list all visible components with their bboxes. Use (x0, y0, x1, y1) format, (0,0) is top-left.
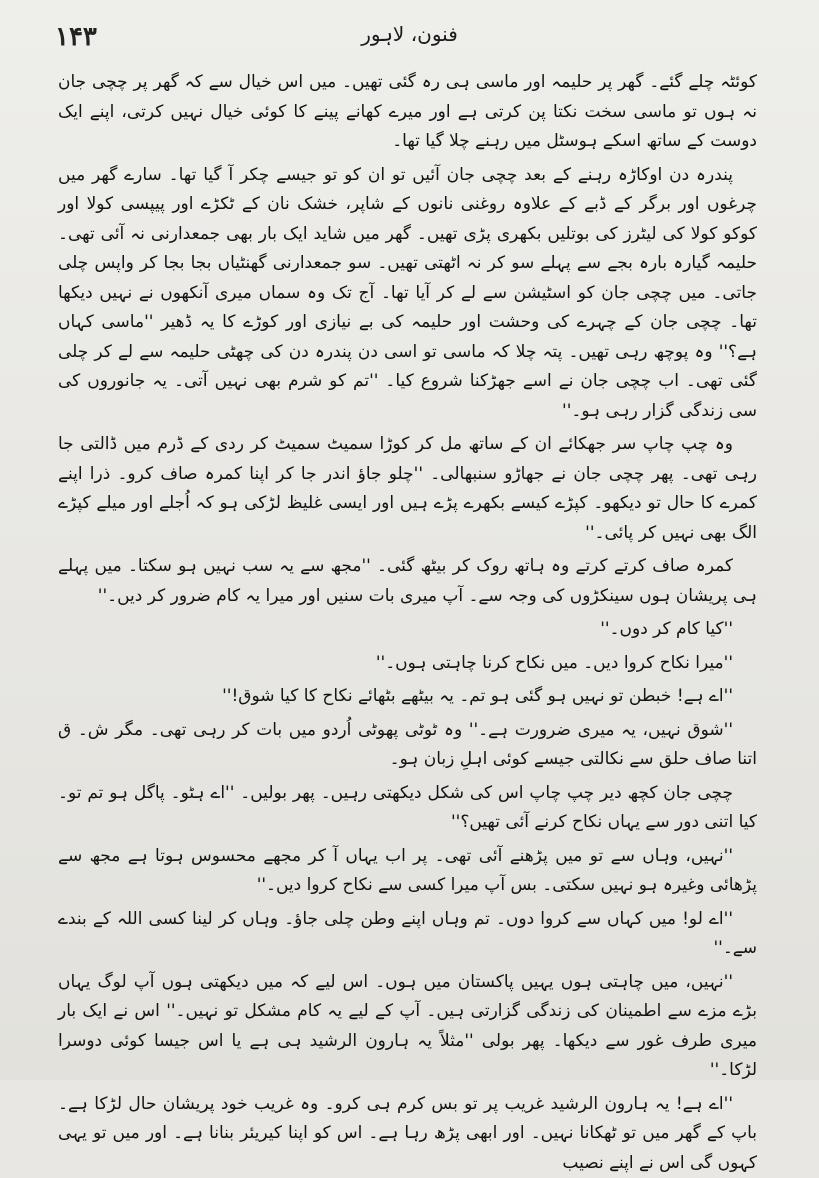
paragraph: ''شوق نہیں، یہ میری ضرورت ہے۔'' وہ ٹوٹی پھوٹی اُردو میں بات کر رہی تھی۔ مگر ش۔ ق اتنا صاف حلق سے نکالتی جیسے کوئی اہلِ زبان ہو۔ (58, 716, 757, 775)
paragraph: کوئٹہ چلے گئے۔ گھر پر حلیمہ اور ماسی ہی رہ گئی تھیں۔ میں اس خیال سے کہ گھر پر چچی جان نہ ہوں تو ماسی سخت نکتا پن کرتی ہے اور میرے کھانے پینے کا کوئی خیال نہیں کرتی، اپنے ایک دوست کے ساتھ اسکے ہوسٹل میں رہنے چلا گیا تھا۔ (58, 68, 757, 157)
paragraph: ''نہیں، وہاں سے تو میں پڑھنے آئی تھی۔ پر اب یہاں آ کر مجھے محسوس ہوتا ہے مجھ سے پڑھائی وغیرہ ہو نہیں سکتی۔ بس آپ میرا کسی سے نکاح کروا دیں۔'' (58, 842, 757, 901)
paragraph: پندرہ دن اوکاڑہ رہنے کے بعد چچی جان آئیں تو ان کو تو جیسے چکر آ گیا تھا۔ سارے گھر میں چرغوں اور برگر کے ڈبے کے علاوہ روغنی نانوں کے شاپر، خشک نان کے ٹکڑے اور پیپسی کولا اور کوکو کولا کی لیٹرز کی بوتلیں بکھری پڑی تھیں۔ گھر میں شاید ایک بار بھی جمعدارنی نہ آئی تھی۔ حلیمہ گیارہ بارہ بجے سے پہلے سو کر نہ اٹھتی تھیں۔ سو جمعدارنی گھنٹیاں بجا بجا کر واپس چلی جاتی۔ میں چچی جان کو اسٹیشن سے لے کر آیا تھا۔ آج تک وہ سماں میری آنکھوں نے نہیں دیکھا تھا۔ چچی جان کے چہرے کی وحشت اور حلیمہ کی بے نیازی اور کوڑے کا یہ ڈھیر ''ماسی کہاں ہے؟'' وہ پوچھ رہی تھیں۔ پتہ چلا کہ ماسی تو اسی دن پندرہ دن کی چھٹی حلیمہ سے لے کر چلی گئی تھی۔ اب چچی جان نے اسے جھڑکنا شروع کیا۔ ''تم کو شرم بھی نہیں آتی۔ یہ جانوروں کی سی زندگی گزار رہی ہو۔'' (58, 161, 757, 427)
paragraph: وہ چپ چاپ سر جھکائے ان کے ساتھ مل کر کوڑا سمیٹ سمیٹ کر ردی کے ڈرم میں ڈالتی جا رہی تھی۔ پھر چچی جان نے جھاڑو سنبھالی۔ ''چلو جاؤ اندر جا کر اپنا کمرہ صاف کرو۔ ذرا اپنے کمرے کا حال تو دیکھو۔ کپڑے کیسے بکھرے پڑے ہیں اور ایسی غلیظ لڑکی ہو کہ اُجلے اور میلے کپڑے الگ بھی نہیں کر پائی۔'' (58, 430, 757, 548)
paragraph: کمرہ صاف کرتے کرتے وہ ہاتھ روک کر بیٹھ گئی۔ ''مجھ سے یہ سب نہیں ہو سکتا۔ میں پہلے ہی پریشان ہوں سینکڑوں کی وجہ سے۔ آپ میری بات سنیں اور میرا یہ کام ضرور کر دیں۔'' (58, 552, 757, 611)
paragraph: ''اے لو! میں کہاں سے کروا دوں۔ تم وہاں اپنے وطن چلی جاؤ۔ وہاں کر لینا کسی اللہ کے بندے سے۔'' (58, 905, 757, 964)
paragraph: ''اے ہے! خبطن تو نہیں ہو گئی ہو تم۔ یہ بیٹھے بٹھائے نکاح کا کیا شوق!'' (58, 682, 757, 712)
paragraph: ''میرا نکاح کروا دیں۔ میں نکاح کرنا چاہتی ہوں۔'' (58, 649, 757, 679)
paragraph: ''اے ہے! یہ ہارون الرشید غریب پر تو بس کرم ہی کرو۔ وہ غریب خود پریشان حال لڑکا ہے۔ باپ کے گھر میں تو ٹھکانا نہیں۔ اور ابھی پڑھ رہا ہے۔ اس کو اپنا کیریئر بنانا ہے۔ اور میں تو یہی کہوں گی اس نے اپنے نصیب (58, 1090, 757, 1178)
page-number: ۱۴۳ (55, 22, 97, 52)
running-header: فنون، لاہور (0, 22, 819, 46)
paragraph: ''کیا کام کر دوں۔'' (58, 615, 757, 645)
paragraph: چچی جان کچھ دیر چپ چاپ اس کی شکل دیکھتی رہیں۔ پھر بولیں۔ ''اے ہٹو۔ پاگل ہو تم تو۔ کیا اتنی دور سے یہاں نکاح کرنے آئی تھیں؟'' (58, 779, 757, 838)
paragraph: ''نہیں، میں چاہتی ہوں یہیں پاکستان میں ہوں۔ اس لیے کہ میں دیکھتی ہوں آپ لوگ یہاں بڑے مزے سے اطمینان کی زندگی گزارتی ہیں۔ آپ کے لیے یہ کام مشکل تو نہیں۔'' اس نے ایک بار میری طرف غور سے دیکھا۔ پھر بولی ''مثلاً یہ ہارون الرشید ہی ہے یا اس جیسا کوئی دوسرا لڑکا۔'' (58, 968, 757, 1086)
page-body (58, 68, 757, 1070)
